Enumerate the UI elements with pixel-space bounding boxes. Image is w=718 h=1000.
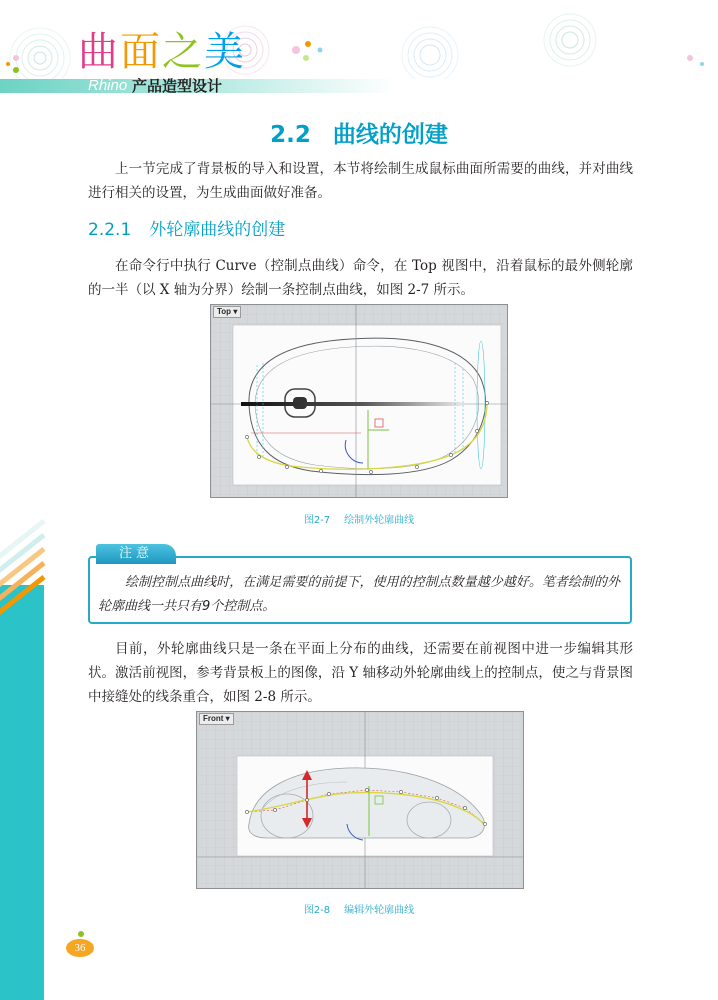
- intro-paragraph: 上一节完成了背景板的导入和设置，本节将绘制生成鼠标曲面所需要的曲线，并对曲线进行相关的设置，为生成曲面做好准备。: [88, 161, 633, 201]
- section-number: 2.2: [270, 122, 311, 148]
- front-viewport-drawing: [197, 712, 523, 888]
- figure-caption-2-8: [0, 901, 718, 916]
- top-viewport-drawing: [211, 305, 507, 497]
- top-viewport-label-text: Top: [217, 307, 232, 316]
- figure-caption-2-7: [0, 511, 718, 526]
- brand-label: Rhino: [88, 77, 128, 94]
- page-header: [0, 0, 718, 110]
- book-title-char-4: 美: [204, 29, 246, 75]
- chevron-down-icon: ▾: [233, 307, 238, 316]
- top-viewport-label[interactable]: [213, 306, 241, 318]
- chevron-down-icon: ▾: [225, 714, 230, 723]
- book-title: [78, 30, 246, 74]
- paragraph-2: 目前，外轮廓曲线只是一条在平面上分布的曲线，还需要在前视图中进一步编辑其形状。激活前视图，参考背景板上的图像，沿 Y 轴移动外轮廓曲线上的控制点，使之与背景图中接缝处的线条重合，如图 2-8 所示。: [88, 641, 633, 705]
- front-viewport-label-text: Front: [203, 714, 224, 723]
- figure-caption-text: 编辑外轮廓曲线: [344, 905, 415, 916]
- subsection-title: [88, 215, 285, 240]
- book-title-char-1: 曲: [78, 29, 120, 75]
- note-label: 注意: [96, 544, 176, 564]
- left-margin-ornament: [0, 515, 48, 1000]
- note-text: 绘制控制点曲线时，在满足需要的前提下，使用的控制点数量越少越好。笔者绘制的外轮廓曲线一共只有9个控制点。: [98, 575, 620, 614]
- section-title-text: 曲线的创建: [332, 122, 448, 148]
- section-title: [0, 116, 718, 149]
- front-viewport-label[interactable]: [199, 713, 234, 725]
- page-number: 36: [74, 942, 86, 954]
- front-viewport-figure: [196, 711, 524, 889]
- book-title-char-2: 面: [120, 29, 162, 75]
- paragraph-1: 在命令行中执行 Curve（控制点曲线）命令，在 Top 视图中，沿着鼠标的最外侧轮廓的一半（以 X 轴为分界）绘制一条控制点曲线，如图 2-7 所示。: [88, 258, 633, 298]
- subsection-title-text: 外轮廓曲线的创建: [149, 220, 286, 240]
- figure-caption-text: 绘制外轮廓曲线: [344, 515, 415, 526]
- figure-number: 图2-8: [303, 905, 331, 916]
- book-subtitle: 产品造型设计: [132, 77, 223, 95]
- figure-number: 图2-7: [303, 515, 331, 526]
- subsection-number: 2.2.1: [88, 220, 132, 240]
- top-viewport-figure: [210, 304, 508, 498]
- book-title-char-3: 之: [162, 29, 204, 75]
